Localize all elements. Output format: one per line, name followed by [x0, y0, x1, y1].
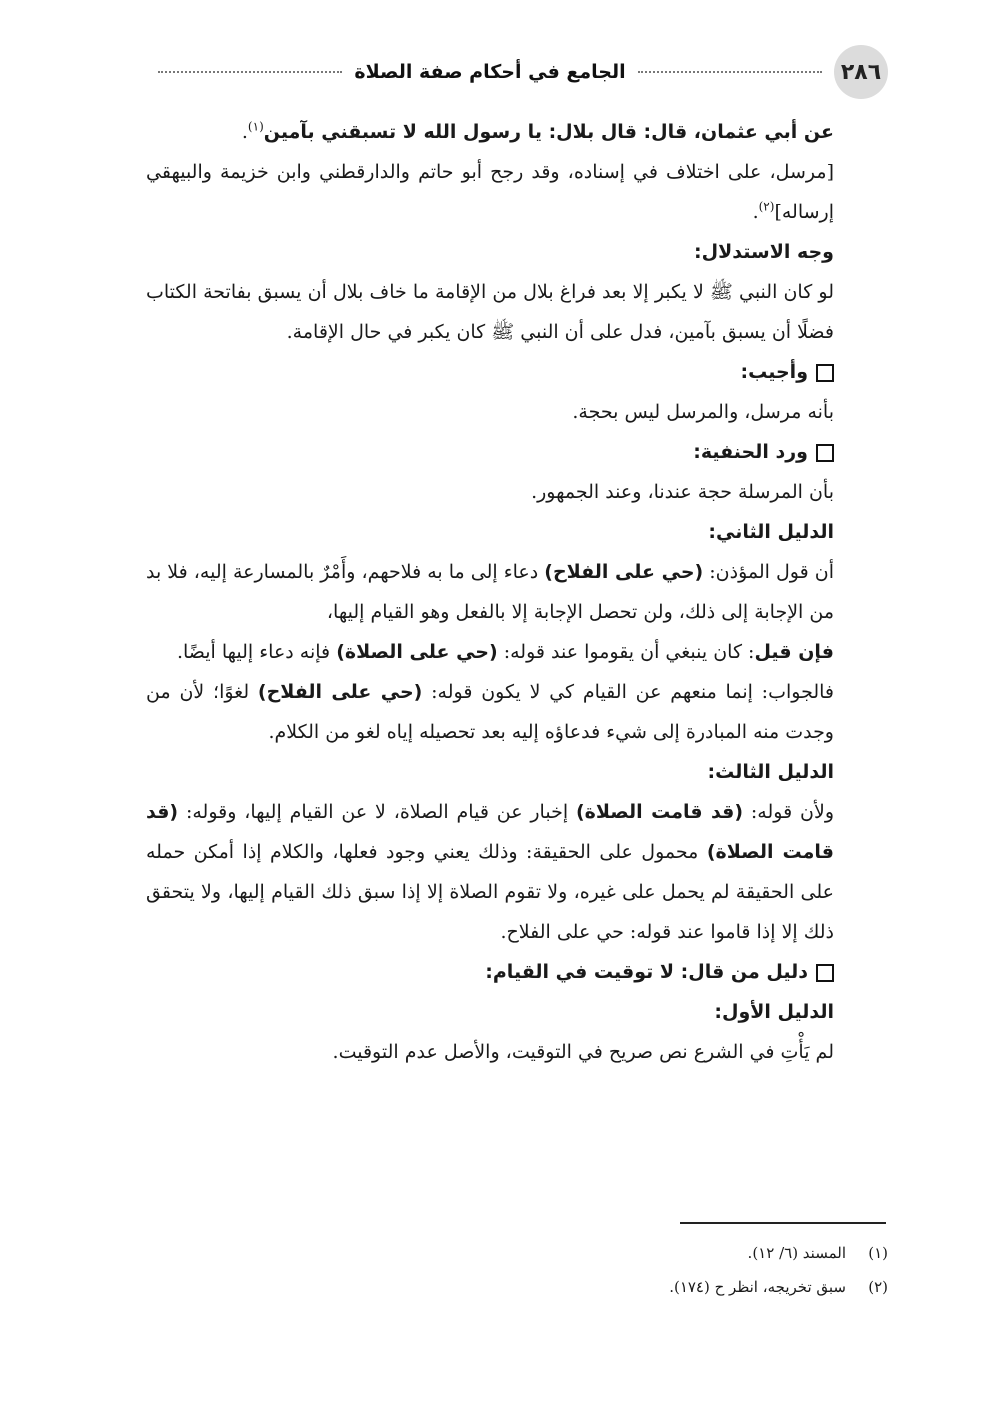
- footnote-text: سبق تخريجه، انظر ح (١٧٤).: [669, 1278, 846, 1296]
- paragraph-dalil-1: لم يَأْتِ في الشرع نص صريح في التوقيت، والأصل عدم التوقيت.: [332, 1041, 834, 1063]
- header-dotted-rule: [638, 71, 822, 73]
- page-header: [146, 44, 888, 100]
- heading-dalil-1: الدليل الأول:: [714, 1001, 834, 1023]
- grading-paragraph: [146, 152, 888, 232]
- heading-dalil-man-qal-label: دليل من قال: لا توقيت في القيام:: [485, 961, 808, 983]
- paragraph-dalil-3: [146, 792, 888, 952]
- heading-dalil-3: الدليل الثالث:: [707, 761, 834, 783]
- text-run: إخبار عن قيام الصلاة، لا عن القيام إليها، وقوله:: [178, 801, 576, 823]
- footnote-number: (٢): [868, 1278, 888, 1296]
- keyword-phrase: (قد قامت الصلاة): [146, 801, 834, 863]
- paragraph-jawab: [146, 672, 888, 752]
- heading-dalil-2: الدليل الثاني:: [708, 521, 834, 543]
- heading-wajh: وجه الاستدلال:: [694, 241, 834, 263]
- paragraph-dalil-2: [146, 552, 888, 632]
- keyword-phrase: (قد قامت الصلاة): [575, 801, 744, 823]
- heading-dalil-man-qal: [146, 952, 888, 992]
- footnote-separator: [680, 1222, 886, 1224]
- checkbox-square-icon: [816, 364, 834, 382]
- paragraph-ujib: بأنه مرسل، والمرسل ليس بحجة.: [572, 401, 834, 423]
- hadith-text: عن أبي عثمان، قال: قال بلال: يا رسول الله لا تسبقني بآمين: [263, 121, 834, 143]
- page-number: ٢٨٦: [834, 45, 888, 99]
- footnote-item: [146, 1270, 888, 1304]
- header-dotted-rule: [158, 71, 342, 73]
- text-run: لغوًا؛ لأن من وجدت منه المبادرة إلى شيء فدعاؤه إليه بعد تحصيله إياه لغو من الكلام.: [146, 681, 834, 743]
- hadith-paragraph: [146, 112, 888, 152]
- keyword-phrase: (حي على الفلاح): [257, 681, 423, 703]
- checkbox-square-icon: [816, 964, 834, 982]
- footnote-number: (١): [868, 1244, 888, 1262]
- checkbox-square-icon: [816, 444, 834, 462]
- text-run: فالجواب: إنما منعهم عن القيام كي لا يكون قوله:: [422, 681, 834, 703]
- running-title: الجامع في أحكام صفة الصلاة: [354, 61, 626, 83]
- footnotes: [146, 1236, 888, 1304]
- hadith-end: .: [241, 121, 248, 143]
- paragraph-radd: بأن المرسلة حجة عندنا، وعند الجمهور.: [531, 481, 834, 503]
- keyword-phrase: (حي على الفلاح): [544, 561, 704, 583]
- footnote-text: المسند (٦/ ١٢).: [747, 1244, 846, 1262]
- text-run: أن قول المؤذن:: [703, 561, 834, 583]
- text-run: محمول على الحقيقة: وذلك يعني وجود فعلها، والكلام إذا أمكن حمله على الحقيقة لم يحمل على غيره، ولا تقوم الصلاة إلا إذا سبق ذلك القيام إليها، ولا يتحقق ذلك إلا إذا قاموا عند قوله: حي على الفلاح.: [146, 841, 834, 943]
- heading-radd: [146, 432, 888, 472]
- text-run: : كان ينبغي أن يقوموا عند قوله:: [497, 641, 755, 663]
- heading-radd-label: ورد الحنفية:: [693, 441, 808, 463]
- heading-ujib: [146, 352, 888, 392]
- text-run: فإنه دعاء إليها أيضًا.: [176, 641, 337, 663]
- keyword-phrase: فإن قيل: [754, 641, 834, 663]
- footnote-item: [146, 1236, 888, 1270]
- heading-ujib-label: وأجيب:: [740, 361, 808, 383]
- text-run: ولأن قوله:: [743, 801, 834, 823]
- footnote-ref-1: (١): [247, 119, 264, 134]
- paragraph-qil: [146, 632, 888, 672]
- grading-text: [مرسل، على اختلاف في إسناده، وقد رجح أبو حاتم والدارقطني وابن خزيمة والبيهقي إرساله]: [146, 161, 834, 223]
- paragraph-wajh: لو كان النبي ﷺ لا يكبر إلا بعد فراغ بلال من الإقامة ما خاف بلال أن يسبق بفاتحة الكتاب فضلًا أن يسبق بآمين، فدل على أن النبي ﷺ كان يكبر في حال الإقامة.: [146, 281, 834, 343]
- page-body: [146, 112, 888, 1072]
- footnote-ref-2: (٢): [758, 199, 775, 214]
- text-run: دعاء إلى ما به فلاحهم، وأَمْرٌ بالمسارعة إليه، فلا بد من الإجابة إلى ذلك، ولن تحصل الإجابة إلا بالفعل وهو القيام إليها،: [146, 561, 834, 623]
- keyword-phrase: (حي على الصلاة): [336, 641, 498, 663]
- grading-end: .: [752, 201, 759, 223]
